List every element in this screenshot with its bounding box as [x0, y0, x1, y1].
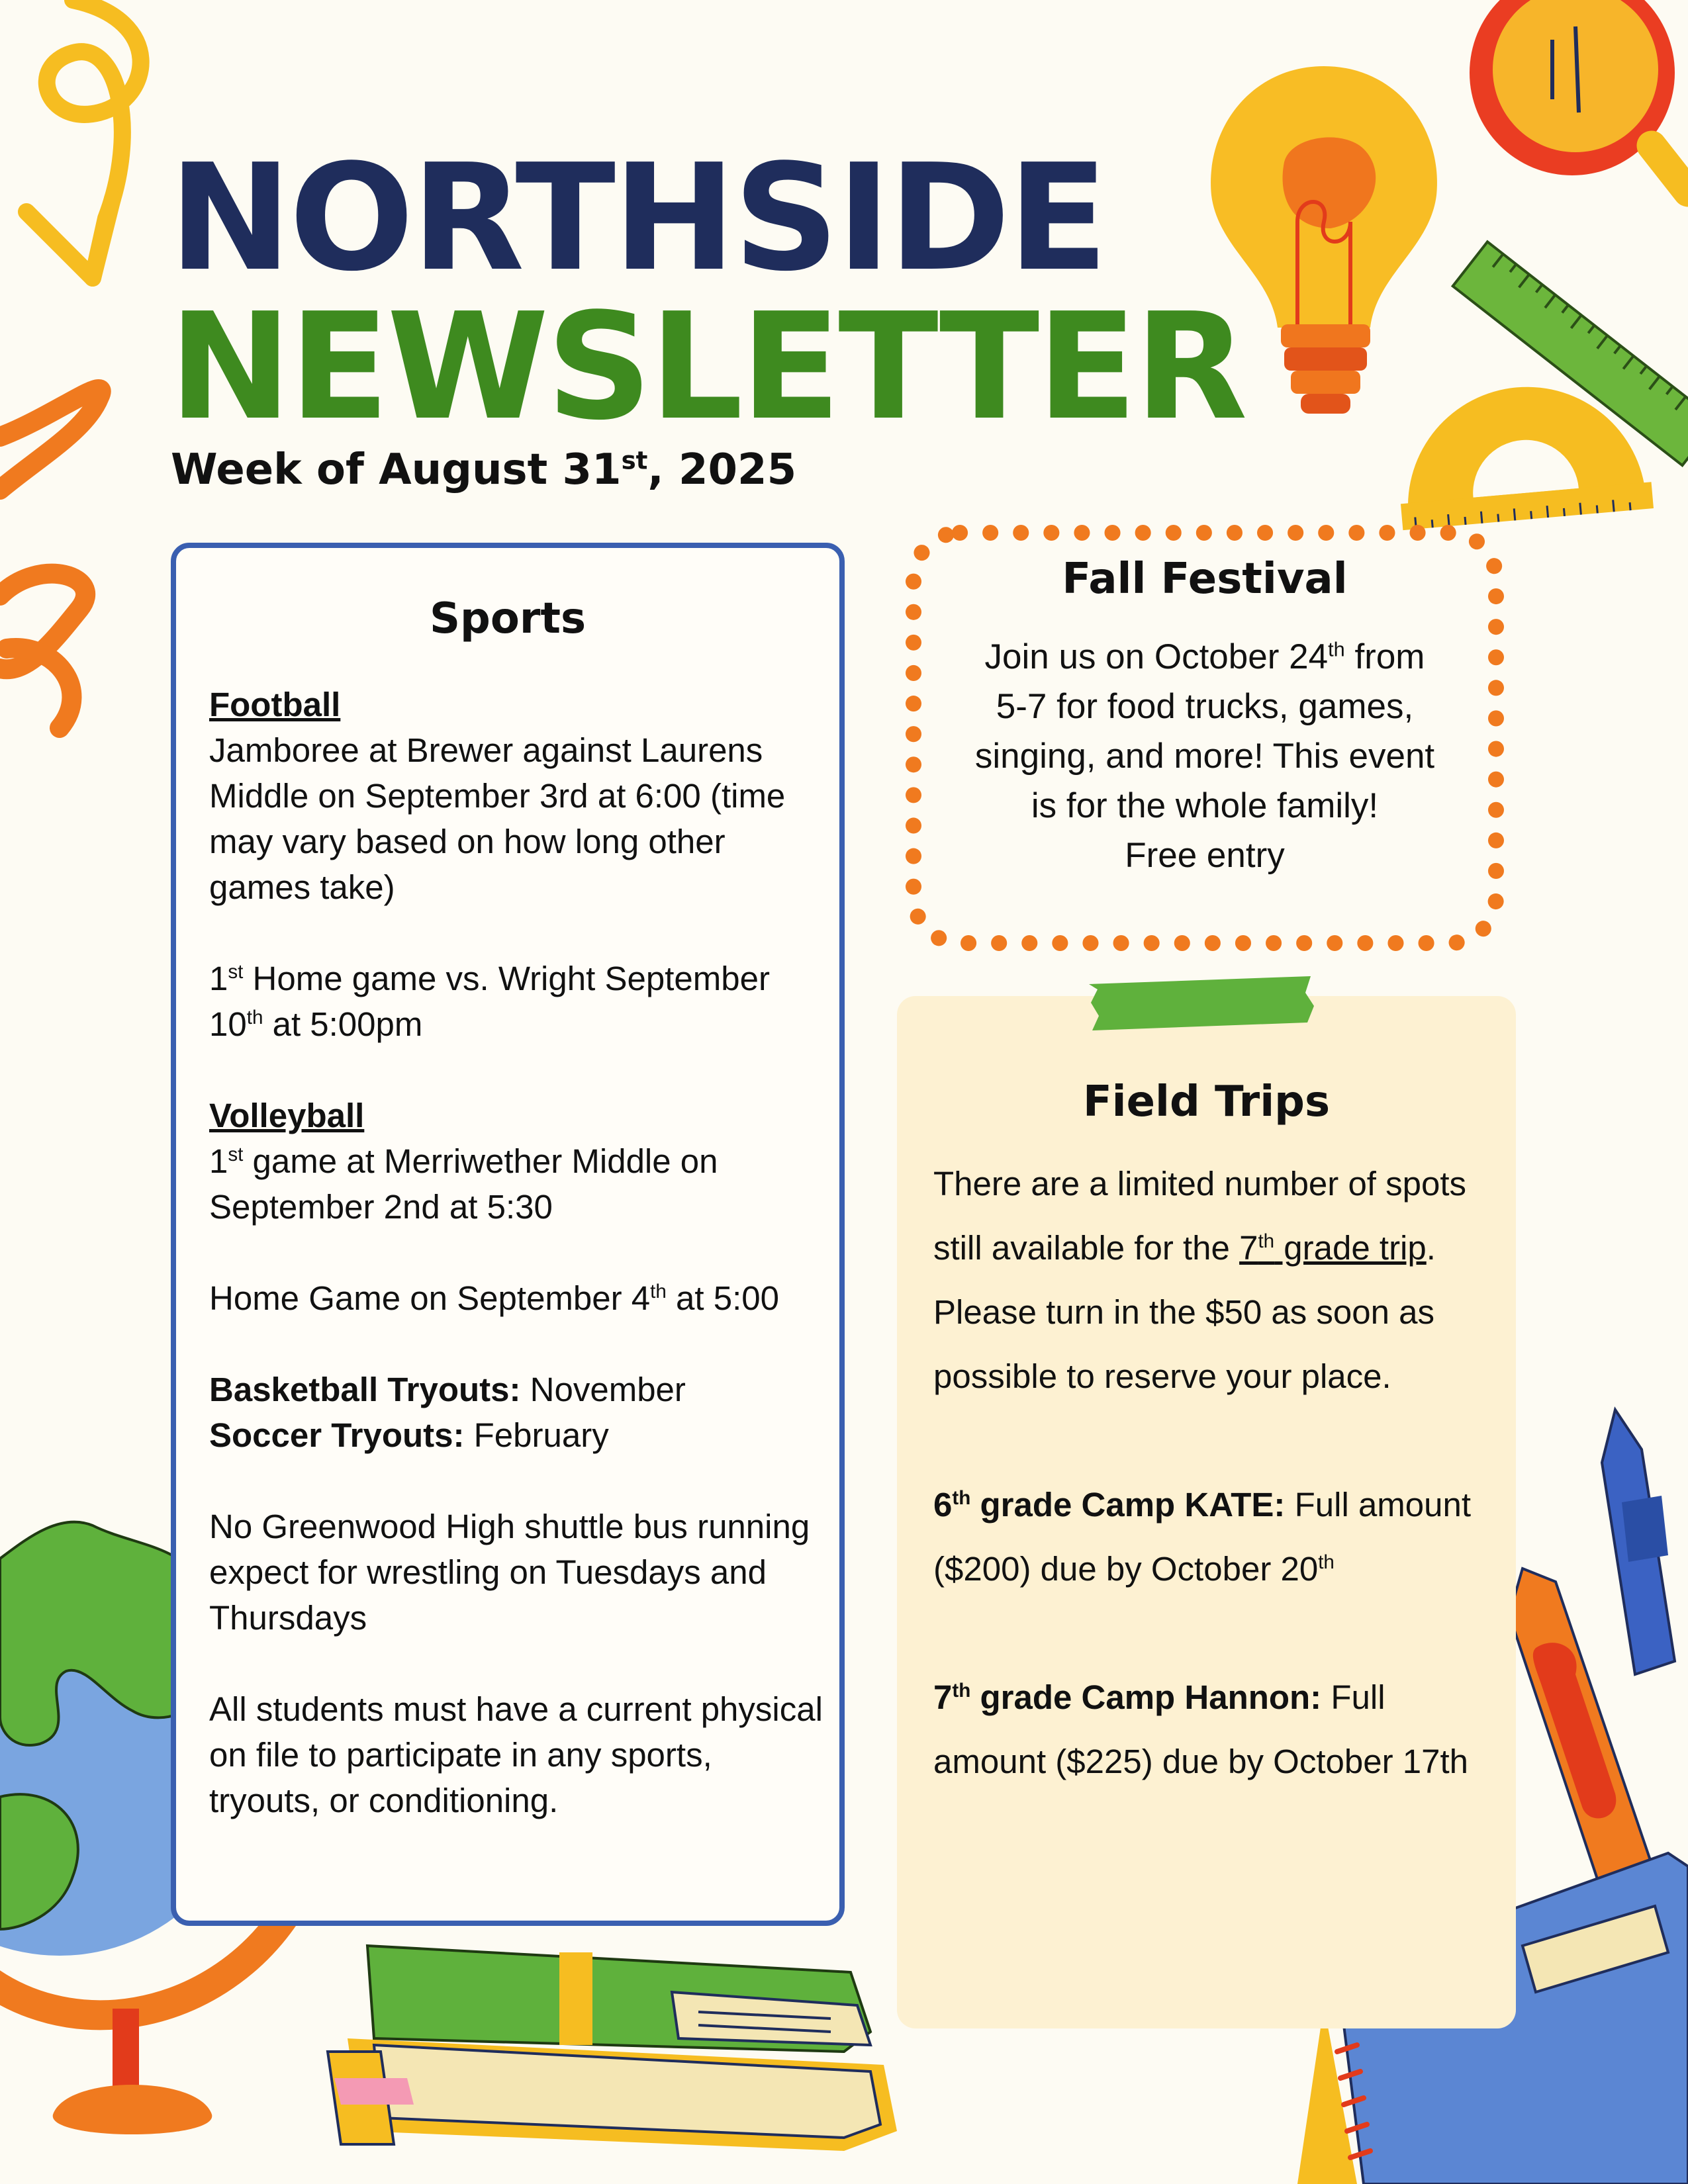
volleyball-label: Volleyball [209, 1097, 365, 1134]
newsletter-title-northside: NORTHSIDE [169, 133, 1106, 304]
field-trips-content [933, 1152, 1489, 1794]
festival-content [920, 632, 1489, 880]
basketball-tryouts: Basketball Tryouts: November [209, 1371, 686, 1408]
festival-line-3: singing, and more! This event [974, 737, 1435, 776]
camp-kate-info: 6th grade Camp KATE: Full amount ($200) due by October 20th [933, 1486, 1472, 1588]
protractor-icon [1397, 361, 1648, 526]
festival-line-4: is for the whole family! [1031, 786, 1379, 825]
football-home-game: 1st Home game vs. Wright September 10th at 5:00pm [209, 960, 770, 1043]
field-trips-heading: Field Trips [1082, 1077, 1331, 1126]
magnifier-icon [1453, 0, 1688, 218]
volleyball-home-game: Home Game on September 4th at 5:00 [209, 1279, 779, 1317]
soccer-tryouts: Soccer Tryouts: February [209, 1416, 609, 1454]
festival-line-1: Join us on October 24th from [984, 637, 1425, 676]
festival-heading: Fall Festival [1062, 555, 1348, 604]
week-date: Week of August 31st, 2025 [171, 445, 797, 494]
shuttle-note: No Greenwood High shuttle bus running expect for wrestling on Tuesdays and Thursdays [209, 1508, 810, 1637]
football-label: Football [209, 686, 341, 723]
football-jamboree: Jamboree at Brewer against Laurens Middle on September 3rd at 6:00 (time may vary based on how long other games take) [209, 731, 786, 906]
field-trips-intro: There are a limited number of spots still available for the 7th grade trip. Please turn in the $50 as soon as possible to reserve your place. [933, 1165, 1467, 1395]
newsletter-title-newsletter: NEWSLETTER [169, 282, 1245, 453]
volleyball-first-game: 1st game at Merriwether Middle on September 2nd at 5:30 [209, 1142, 718, 1226]
physical-note: All students must have a current physical on file to participate in any sports, tryouts, or conditioning. [209, 1690, 823, 1819]
festival-line-5: Free entry [1125, 836, 1285, 875]
camp-hannon-info: 7th grade Camp Hannon: Full amount ($225) due by October 17th [933, 1678, 1469, 1780]
seventh-grade-trip-link[interactable]: 7th grade trip [1239, 1229, 1427, 1267]
books-icon [328, 1933, 910, 2184]
tape-icon [1086, 970, 1317, 1042]
sports-heading: Sports [429, 594, 586, 643]
festival-line-2: 5-7 for food trucks, games, [996, 687, 1414, 726]
sports-content [209, 682, 825, 1869]
orange-squiggle-icon [0, 357, 119, 741]
squiggle-arrow-icon [0, 0, 172, 298]
